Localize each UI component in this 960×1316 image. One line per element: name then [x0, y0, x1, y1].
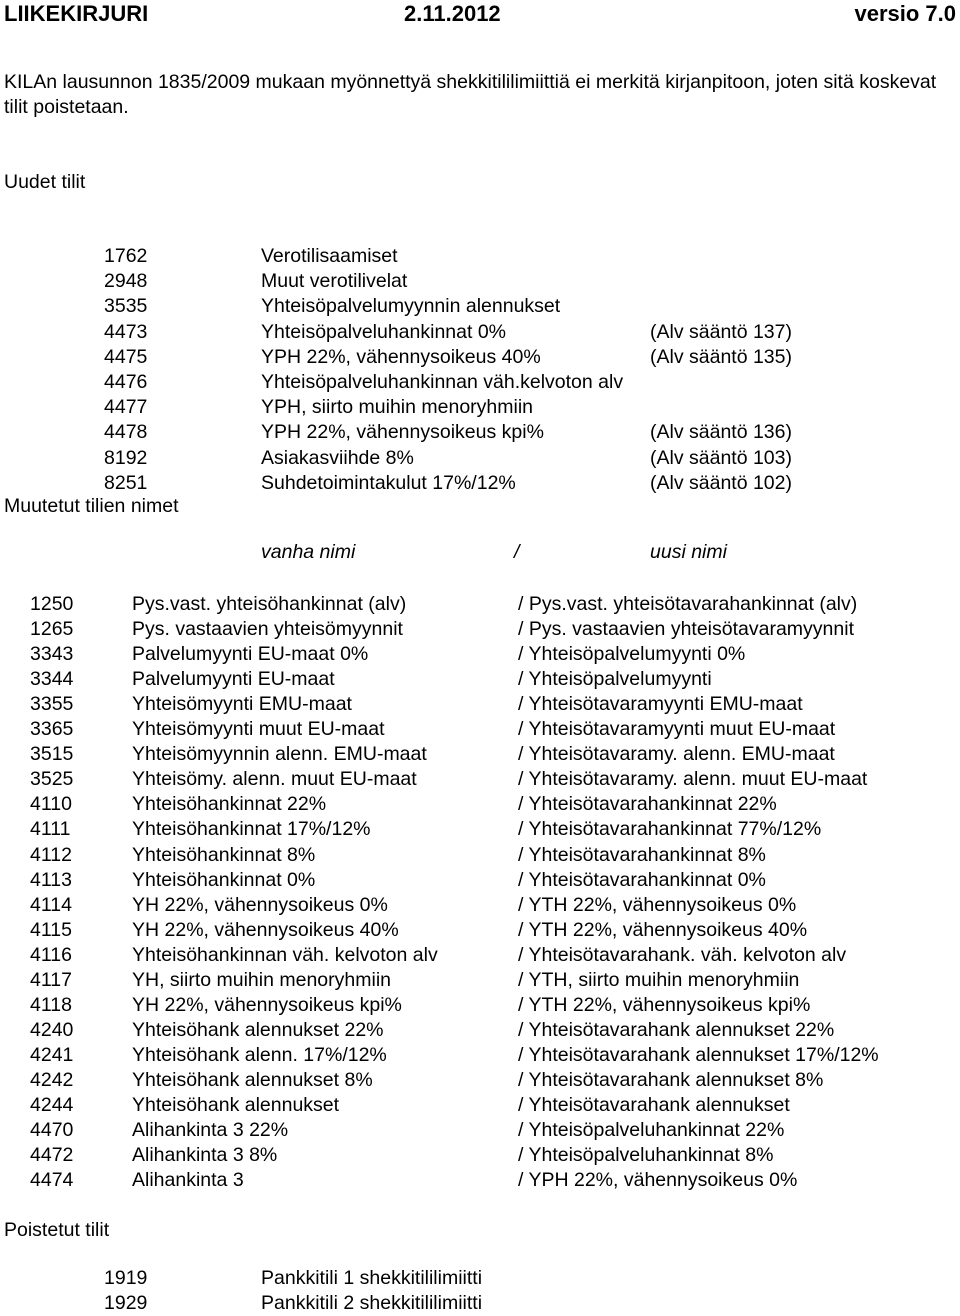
- account-name: Muut verotilivelat: [261, 270, 408, 293]
- account-code: 4117: [30, 968, 72, 991]
- old-account-name: YH 22%, vähennysoikeus 40%: [132, 918, 399, 941]
- list-item: [0, 617, 960, 642]
- new-account-name: / Yhteisötavarahank alennukset: [518, 1094, 790, 1116]
- account-name: YPH 22%, vähennysoikeus kpi%: [261, 421, 544, 444]
- account-code: 4475: [104, 345, 148, 368]
- intro-paragraph: KILAn lausunnon 1835/2009 mukaan myönnettyä shekkitililimiittiä ei merkitä kirjanpitoon, joten sitä koskevat tilit poistetaan.: [4, 71, 937, 118]
- old-account-name: Palvelumyynti EU-maat: [132, 668, 335, 691]
- list-item: [0, 767, 960, 792]
- account-name: Yhteisöpalvelumyynnin alennukset: [261, 295, 561, 318]
- list-item: [0, 446, 960, 471]
- new-account-name: / Yhteisötavarahank. väh. kelvoton alv: [518, 943, 847, 966]
- list-item: [0, 817, 960, 842]
- list-item: [0, 667, 960, 692]
- new-account-name: / Yhteisötavaramyynti muut EU-maat: [518, 718, 836, 741]
- column-header-new-name: uusi nimi: [650, 541, 727, 563]
- list-item: [0, 918, 960, 943]
- account-code: 1250: [30, 593, 74, 615]
- vat-rule-note: (Alv sääntö 137): [650, 320, 792, 343]
- account-code: 1929: [104, 1292, 148, 1314]
- old-account-name: Pys. vastaavien yhteisömyynnit: [132, 618, 403, 641]
- list-item: [0, 993, 960, 1018]
- new-account-name: / YTH, siirto muihin menoryhmiin: [518, 968, 800, 991]
- list-item: [0, 717, 960, 742]
- old-account-name: Yhteisöhank alennukset: [132, 1094, 340, 1116]
- account-code: 4113: [30, 868, 72, 891]
- list-item: [0, 968, 960, 993]
- new-account-name: / YPH 22%, vähennysoikeus 0%: [518, 1169, 798, 1192]
- account-code: 4242: [30, 1068, 74, 1091]
- list-item: [0, 294, 960, 319]
- account-code: 3535: [104, 295, 148, 318]
- header-date: 2.11.2012: [404, 1, 501, 26]
- list-item: [0, 320, 960, 345]
- list-item: [0, 1266, 960, 1291]
- new-account-name: / Yhteisötavarahankinnat 77%/12%: [518, 818, 822, 841]
- account-code: 4116: [30, 943, 72, 966]
- list-item: [0, 395, 960, 420]
- account-code: 8192: [104, 446, 148, 469]
- account-code: 4472: [30, 1144, 74, 1167]
- new-account-name: / Yhteisötavarahank alennukset 8%: [518, 1068, 824, 1091]
- list-item: [0, 642, 960, 667]
- account-code: 4111: [30, 818, 71, 841]
- list-item: [0, 471, 960, 496]
- old-account-name: Yhteisöhankinnan väh. kelvoton alv: [132, 943, 438, 966]
- account-name: Pankkitili 2 shekkitililimiitti: [261, 1292, 483, 1314]
- list-item: [0, 269, 960, 294]
- new-account-name: / Yhteisötavaramy. alenn. muut EU-maat: [518, 768, 868, 791]
- account-code: 4477: [104, 396, 148, 419]
- account-code: 4115: [30, 918, 72, 941]
- account-code: 4478: [104, 421, 148, 444]
- list-item: [0, 692, 960, 717]
- account-code: 8251: [104, 471, 148, 494]
- account-code: 1265: [30, 618, 74, 641]
- account-name: Pankkitili 1 shekkitililimiitti: [261, 1267, 483, 1289]
- account-code: 3515: [30, 743, 74, 766]
- account-code: 3365: [30, 718, 74, 741]
- old-account-name: Yhteisömyynti EMU-maat: [132, 693, 352, 716]
- vat-rule-note: (Alv sääntö 102): [650, 471, 792, 494]
- list-item: [0, 1291, 960, 1316]
- list-item: [0, 420, 960, 445]
- account-code: 3355: [30, 693, 74, 716]
- old-account-name: Yhteisömy. alenn. muut EU-maat: [132, 768, 417, 791]
- new-account-name: / Yhteisöpalveluhankinnat 22%: [518, 1119, 785, 1142]
- vat-rule-note: (Alv sääntö 103): [650, 446, 792, 469]
- new-account-name: / Yhteisötavarahank alennukset 22%: [518, 1018, 835, 1041]
- new-account-name: / YTH 22%, vähennysoikeus 0%: [518, 893, 797, 916]
- account-name: Yhteisöpalveluhankinnan väh.kelvoton alv: [261, 371, 624, 393]
- list-item: [0, 370, 960, 395]
- account-code: 4476: [104, 371, 148, 393]
- new-account-name: / Yhteisöpalvelumyynti 0%: [518, 643, 746, 666]
- list-item: [0, 868, 960, 893]
- old-account-name: Yhteisöhank alennukset 8%: [132, 1068, 373, 1091]
- old-account-name: Pys.vast. yhteisöhankinnat (alv): [132, 593, 407, 615]
- old-account-name: YH, siirto muihin menoryhmiin: [132, 968, 391, 991]
- list-item: [0, 893, 960, 918]
- account-code: 3343: [30, 643, 74, 666]
- list-item: [0, 943, 960, 968]
- old-account-name: Alihankinta 3: [132, 1169, 244, 1192]
- account-code: 4470: [30, 1119, 74, 1142]
- new-account-name: / Yhteisötavarahankinnat 0%: [518, 868, 766, 891]
- new-account-name: / YTH 22%, vähennysoikeus kpi%: [518, 993, 811, 1016]
- old-account-name: Palvelumyynti EU-maat 0%: [132, 643, 369, 666]
- account-name: Yhteisöpalveluhankinnat 0%: [261, 320, 507, 343]
- old-account-name: Alihankinta 3 8%: [132, 1144, 278, 1167]
- list-item: [0, 1068, 960, 1093]
- new-account-name: / Yhteisöpalvelumyynti: [518, 668, 712, 691]
- account-code: 1919: [104, 1267, 148, 1289]
- account-name: Verotilisaamiset: [261, 245, 398, 267]
- new-account-name: / Pys. vastaavien yhteisötavaramyynnit: [518, 618, 854, 641]
- vat-rule-note: (Alv sääntö 135): [650, 345, 792, 368]
- list-item: [0, 1168, 960, 1193]
- new-account-name: / Yhteisötavarahankinnat 22%: [518, 793, 777, 816]
- account-code: 3344: [30, 668, 74, 691]
- column-header-old-name: vanha nimi: [261, 541, 356, 563]
- list-item: [0, 1118, 960, 1143]
- renamed-column-headers: [0, 540, 960, 565]
- section-title-renamed: Muutetut tilien nimet: [4, 495, 179, 517]
- account-code: 4474: [30, 1169, 74, 1192]
- old-account-name: Yhteisöhankinnat 8%: [132, 843, 316, 866]
- new-account-name: / YTH 22%, vähennysoikeus 40%: [518, 918, 808, 941]
- list-item: [0, 792, 960, 817]
- account-name: YPH 22%, vähennysoikeus 40%: [261, 345, 541, 368]
- old-account-name: Yhteisömyynnin alenn. EMU-maat: [132, 743, 427, 766]
- vat-rule-note: (Alv sääntö 136): [650, 421, 792, 444]
- section-title-new-accounts: Uudet tilit: [4, 171, 86, 193]
- column-header-separator: /: [514, 541, 520, 563]
- account-code: 1762: [104, 245, 148, 267]
- new-account-name: / Pys.vast. yhteisötavarahankinnat (alv): [518, 593, 858, 615]
- new-account-name: / Yhteisöpalveluhankinnat 8%: [518, 1144, 774, 1167]
- old-account-name: Yhteisömyynti muut EU-maat: [132, 718, 385, 741]
- list-item: [0, 1143, 960, 1168]
- list-item: [0, 843, 960, 868]
- old-account-name: Yhteisöhank alennukset 22%: [132, 1018, 384, 1041]
- list-item: [0, 1018, 960, 1043]
- old-account-name: Yhteisöhankinnat 22%: [132, 793, 327, 816]
- account-code: 4118: [30, 993, 72, 1016]
- list-item: [0, 345, 960, 370]
- account-code: 4112: [30, 843, 72, 866]
- old-account-name: YH 22%, vähennysoikeus 0%: [132, 893, 388, 916]
- account-name: Suhdetoimintakulut 17%/12%: [261, 471, 516, 494]
- section-title-deleted: Poistetut tilit: [4, 1219, 110, 1241]
- page-header: [4, 0, 956, 28]
- account-code: 4241: [30, 1043, 74, 1066]
- old-account-name: YH 22%, vähennysoikeus kpi%: [132, 993, 402, 1016]
- account-code: 4244: [30, 1094, 74, 1116]
- old-account-name: Alihankinta 3 22%: [132, 1119, 289, 1142]
- old-account-name: Yhteisöhank alenn. 17%/12%: [132, 1043, 387, 1066]
- list-item: [0, 742, 960, 767]
- account-name: Asiakasviihde 8%: [261, 446, 414, 469]
- list-item: [0, 244, 960, 269]
- account-code: 4110: [30, 793, 72, 816]
- list-item: [0, 592, 960, 617]
- account-code: 4473: [104, 320, 148, 343]
- new-account-name: / Yhteisötavarahank alennukset 17%/12%: [518, 1043, 879, 1066]
- account-code: 3525: [30, 768, 74, 791]
- account-code: 2948: [104, 270, 148, 293]
- new-account-name: / Yhteisötavaramy. alenn. EMU-maat: [518, 743, 835, 766]
- account-name: YPH, siirto muihin menoryhmiin: [261, 396, 534, 419]
- account-code: 4240: [30, 1018, 74, 1041]
- list-item: [0, 1093, 960, 1118]
- header-version: versio 7.0: [854, 1, 956, 26]
- list-item: [0, 1043, 960, 1068]
- new-account-name: / Yhteisötavarahankinnat 8%: [518, 843, 766, 866]
- new-account-name: / Yhteisötavaramyynti EMU-maat: [518, 693, 803, 716]
- account-code: 4114: [30, 893, 72, 916]
- old-account-name: Yhteisöhankinnat 0%: [132, 868, 316, 891]
- header-title: LIIKEKIRJURI: [4, 1, 149, 26]
- old-account-name: Yhteisöhankinnat 17%/12%: [132, 818, 371, 841]
